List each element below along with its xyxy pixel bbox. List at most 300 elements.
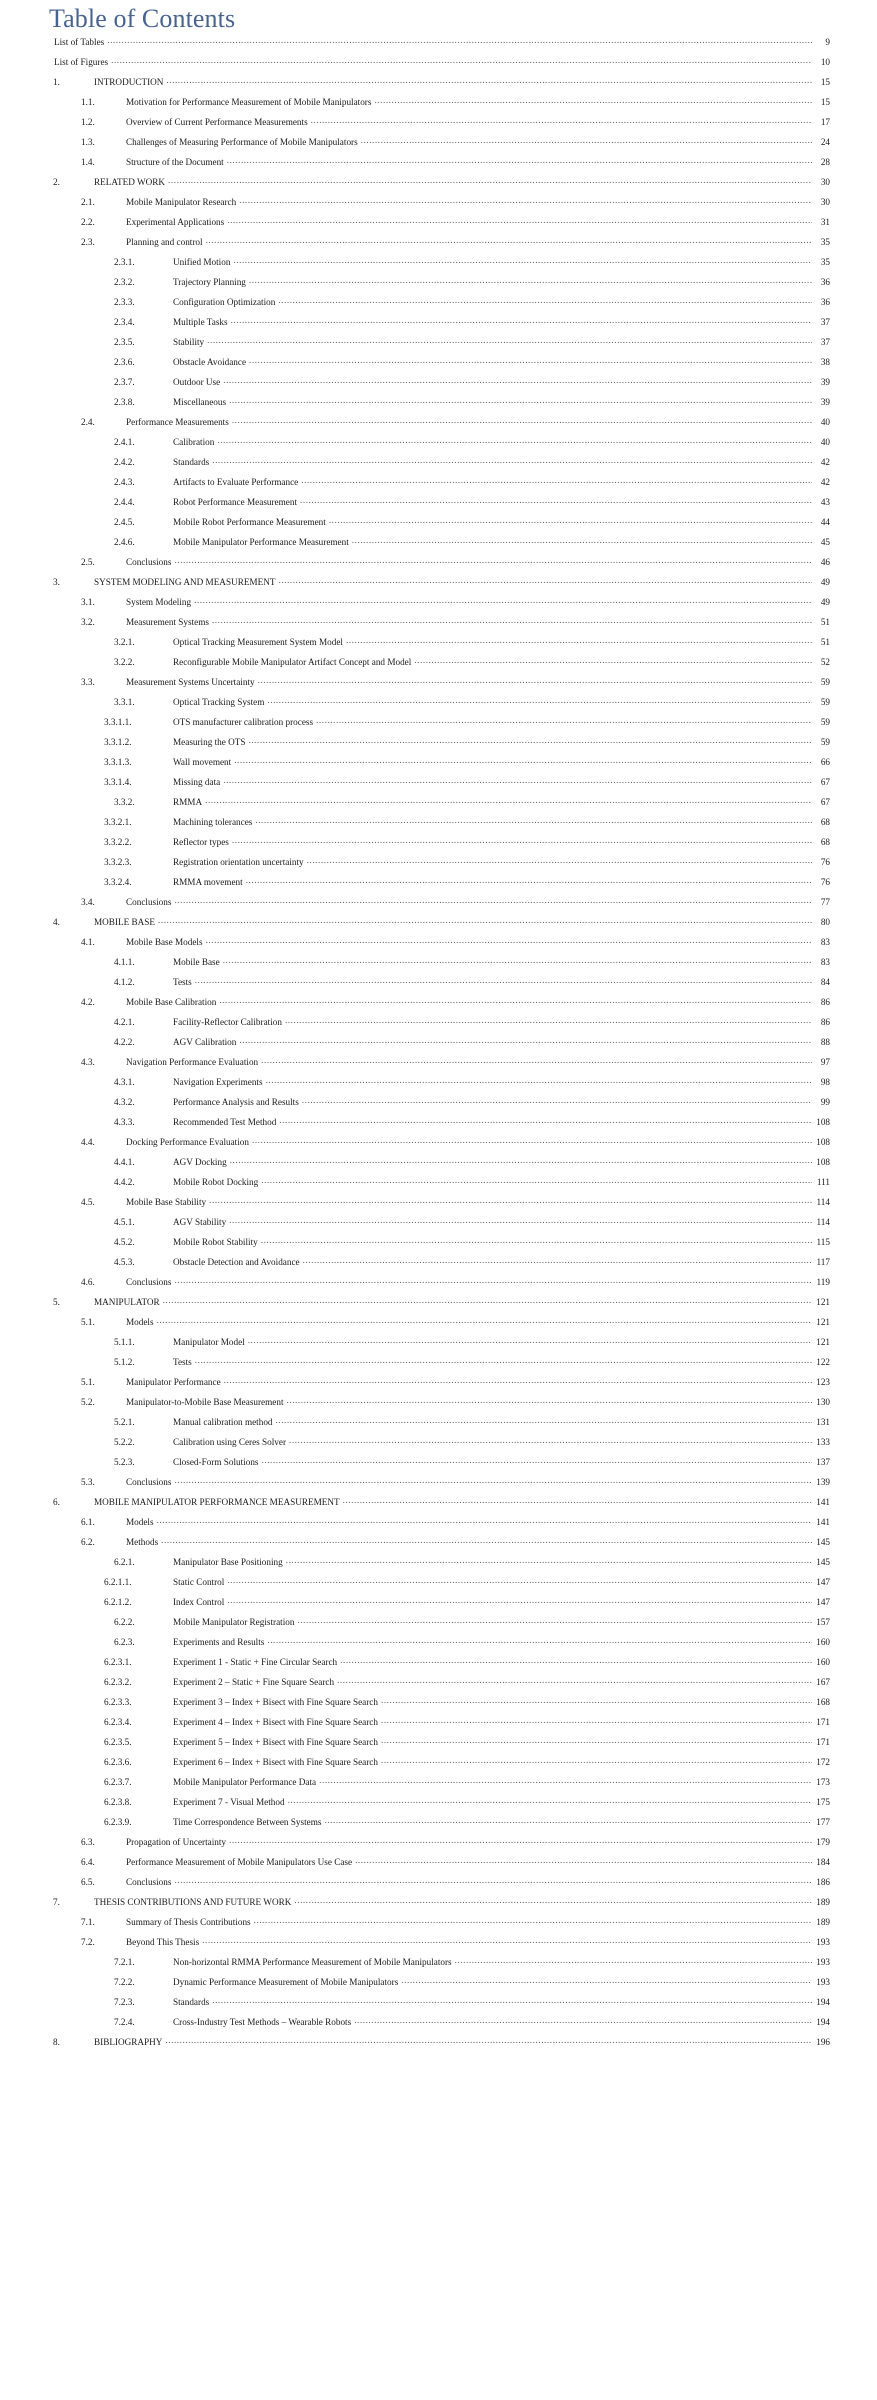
toc-entry-label: MOBILE MANIPULATOR PERFORMANCE MEASUREMENT <box>94 1497 340 1507</box>
toc-entry[interactable] <box>47 1136 830 1156</box>
toc-entry-number: 5.1. <box>81 1317 95 1327</box>
toc-dot-leader <box>276 1416 812 1425</box>
toc-entry[interactable] <box>47 76 830 96</box>
toc-entry-page-number: 88 <box>820 1037 830 1047</box>
toc-entry-number: 2.2. <box>81 217 95 227</box>
toc-entry-label: Index Control <box>173 1597 225 1607</box>
toc-entry-page-number: 175 <box>816 1797 830 1807</box>
toc-entry-page-number: 130 <box>816 1397 830 1407</box>
toc-entry[interactable] <box>47 216 830 236</box>
toc-entry-number: 4. <box>53 917 60 927</box>
toc-entry[interactable] <box>47 1476 830 1496</box>
toc-entry[interactable] <box>47 1356 830 1376</box>
toc-entry[interactable] <box>47 476 830 496</box>
toc-dot-leader <box>174 1476 812 1485</box>
toc-dot-leader <box>227 216 812 225</box>
toc-entry-number: 3.3.2.1. <box>104 817 132 827</box>
toc-entry[interactable] <box>47 1496 830 1516</box>
toc-entry[interactable] <box>47 1096 830 1116</box>
toc-entry-number: 6.2.3.6. <box>104 1757 132 1767</box>
toc-dot-leader <box>374 96 812 105</box>
toc-entry[interactable] <box>47 1636 830 1656</box>
toc-entry[interactable] <box>47 1576 830 1596</box>
toc-entry-label: Manipulator Performance <box>126 1377 221 1387</box>
toc-entry-number: 5.2. <box>81 1397 95 1407</box>
toc-entry-number: 4.3. <box>81 1057 95 1067</box>
toc-entry-label: Navigation Performance Evaluation <box>126 1057 259 1067</box>
toc-entry[interactable] <box>47 176 830 196</box>
toc-entry-number: 2.3.4. <box>114 317 135 327</box>
toc-entry-number: 7. <box>53 1897 60 1907</box>
toc-entry-label: Manipulator-to-Mobile Base Measurement <box>126 1397 284 1407</box>
toc-entry-label: List of Tables <box>54 37 105 47</box>
toc-entry-page-number: 114 <box>816 1197 830 1207</box>
toc-entry[interactable] <box>47 676 830 696</box>
toc-entry[interactable] <box>47 1976 830 1996</box>
toc-entry-page-number: 189 <box>816 1897 830 1907</box>
toc-entry[interactable] <box>47 1616 830 1636</box>
toc-entry[interactable] <box>47 1556 830 1576</box>
toc-dot-leader <box>258 676 812 685</box>
toc-entry[interactable] <box>47 1156 830 1176</box>
toc-entry[interactable] <box>47 396 830 416</box>
toc-dot-leader <box>229 1836 812 1845</box>
toc-entry-page-number: 49 <box>820 597 830 607</box>
toc-entry-label: Multiple Tasks <box>173 317 228 327</box>
toc-dot-leader <box>288 1796 812 1805</box>
toc-dot-leader <box>303 1256 812 1265</box>
toc-entry-label: Performance Measurements <box>126 417 229 427</box>
toc-entry[interactable] <box>47 196 830 216</box>
toc-entry-label: Mobile Manipulator Performance Measurement <box>173 537 349 547</box>
toc-entry[interactable] <box>47 116 830 136</box>
toc-entry[interactable] <box>47 336 830 356</box>
toc-entry[interactable] <box>47 1856 830 1876</box>
toc-entry-label: Recommended Test Method <box>173 1117 277 1127</box>
toc-dot-leader <box>285 1016 812 1025</box>
toc-dot-leader <box>227 156 812 165</box>
toc-entry-number: 7.2.4. <box>114 2017 135 2027</box>
toc-entry[interactable] <box>47 1216 830 1236</box>
toc-entry[interactable] <box>47 816 830 836</box>
toc-entry-label: Static Control <box>173 1577 225 1587</box>
toc-entry[interactable] <box>47 1736 830 1756</box>
toc-entry-number: 6.1. <box>81 1517 95 1527</box>
toc-entry-number: 4.2.1. <box>114 1017 135 1027</box>
toc-entry-number: 6.2.3.7. <box>104 1777 132 1787</box>
toc-entry-page-number: 173 <box>816 1777 830 1787</box>
toc-entry[interactable] <box>47 1276 830 1296</box>
toc-entry-label: Models <box>126 1517 154 1527</box>
toc-entry[interactable] <box>47 976 830 996</box>
toc-entry[interactable] <box>47 1196 830 1216</box>
toc-dot-leader <box>381 1736 812 1745</box>
toc-entry[interactable] <box>47 796 830 816</box>
toc-entry-page-number: 184 <box>816 1857 830 1867</box>
toc-entry-page-number: 66 <box>820 757 830 767</box>
toc-entry[interactable] <box>47 1956 830 1976</box>
toc-dot-leader <box>233 256 812 265</box>
toc-entry[interactable] <box>47 696 830 716</box>
toc-entry-page-number: 160 <box>816 1657 830 1667</box>
toc-entry-label: Challenges of Measuring Performance of Mobile Manipulators <box>126 137 358 147</box>
toc-dot-leader <box>229 396 812 405</box>
toc-entry-number: 6.2.2. <box>114 1617 135 1627</box>
toc-dot-leader <box>195 1356 812 1365</box>
toc-entry-label: Experiment 1 - Static + Fine Circular Search <box>173 1657 338 1667</box>
toc-entry[interactable] <box>47 776 830 796</box>
toc-entry-number: 2.4.6. <box>114 537 135 547</box>
toc-entry[interactable] <box>47 1076 830 1096</box>
toc-entry[interactable] <box>47 1316 830 1336</box>
toc-dot-leader <box>261 1176 812 1185</box>
toc-entry-label: Stability <box>173 337 205 347</box>
toc-entry-page-number: 189 <box>816 1917 830 1927</box>
toc-entry-number: 1. <box>53 77 60 87</box>
toc-entry[interactable] <box>47 1656 830 1676</box>
toc-entry-number: 7.2. <box>81 1937 95 1947</box>
toc-entry[interactable] <box>47 1776 830 1796</box>
toc-entry-number: 5.2.3. <box>114 1457 135 1467</box>
toc-entry-label: Measurement Systems <box>126 617 209 627</box>
toc-entry[interactable] <box>47 1116 830 1136</box>
toc-entry-label: Mobile Manipulator Performance Data <box>173 1777 317 1787</box>
toc-entry-number: 4.2. <box>81 997 95 1007</box>
toc-entry[interactable] <box>47 456 830 476</box>
toc-entry[interactable] <box>47 1716 830 1736</box>
toc-entry[interactable] <box>47 1256 830 1276</box>
toc-entry-page-number: 141 <box>816 1497 830 1507</box>
toc-entry[interactable] <box>47 376 830 396</box>
toc-entry[interactable] <box>47 1536 830 1556</box>
toc-entry-label: Mobile Base Calibration <box>126 997 217 1007</box>
toc-dot-leader <box>278 576 812 585</box>
toc-entry-page-number: 122 <box>816 1357 830 1367</box>
toc-entry-label: Cross-Industry Test Methods – Wearable Robots <box>173 2017 352 2027</box>
toc-entry-page-number: 59 <box>820 697 830 707</box>
toc-entry-page-number: 59 <box>820 737 830 747</box>
toc-entry-page-number: 119 <box>816 1277 830 1287</box>
toc-entry-number: 4.2.2. <box>114 1037 135 1047</box>
toc-entry-number: 3.3. <box>81 677 95 687</box>
toc-dot-leader <box>212 1996 812 2005</box>
toc-entry[interactable] <box>47 136 830 156</box>
toc-entry[interactable] <box>47 1836 830 1856</box>
toc-entry[interactable] <box>47 576 830 596</box>
toc-entry[interactable] <box>47 956 830 976</box>
toc-entry[interactable] <box>47 656 830 676</box>
toc-dot-leader <box>157 1516 812 1525</box>
toc-dot-leader <box>165 2036 812 2045</box>
toc-entry[interactable] <box>47 596 830 616</box>
toc-entry[interactable] <box>47 256 830 276</box>
toc-entry-label: Mobile Manipulator Registration <box>173 1617 295 1627</box>
toc-entry[interactable] <box>47 2016 830 2036</box>
toc-entry-number: 6.2.1.2. <box>104 1597 132 1607</box>
toc-entry-page-number: 35 <box>820 237 830 247</box>
toc-entry-number: 3.2.1. <box>114 637 135 647</box>
toc-entry-page-number: 59 <box>820 677 830 687</box>
toc-entry-label: Experiment 7 - Visual Method <box>173 1797 285 1807</box>
toc-dot-leader <box>381 1696 812 1705</box>
toc-entry[interactable] <box>47 236 830 256</box>
toc-entry-page-number: 97 <box>820 1057 830 1067</box>
toc-dot-leader <box>319 1776 812 1785</box>
toc-dot-leader <box>343 1496 812 1505</box>
toc-entry-number: 4.4.2. <box>114 1177 135 1187</box>
toc-entry[interactable] <box>47 856 830 876</box>
toc-entry-label: Mobile Base Models <box>126 937 203 947</box>
toc-entry-number: 3. <box>53 577 60 587</box>
toc-entry-number: 6.2.3.5. <box>104 1737 132 1747</box>
toc-entry-number: 4.1. <box>81 937 95 947</box>
toc-entry[interactable] <box>47 56 830 76</box>
toc-entry[interactable] <box>47 436 830 456</box>
toc-entry-label: Docking Performance Evaluation <box>126 1137 249 1147</box>
toc-dot-leader <box>355 1856 812 1865</box>
toc-entry-page-number: 147 <box>816 1577 830 1587</box>
toc-dot-leader <box>255 816 812 825</box>
toc-entry-page-number: 39 <box>820 377 830 387</box>
toc-dot-leader <box>279 1116 812 1125</box>
toc-entry[interactable] <box>47 716 830 736</box>
toc-entry-label: Standards <box>173 1997 210 2007</box>
toc-entry-page-number: 52 <box>820 657 830 667</box>
toc-entry[interactable] <box>47 296 830 316</box>
toc-entry[interactable] <box>47 96 830 116</box>
toc-dot-leader <box>311 116 812 125</box>
toc-entry-number: 6.5. <box>81 1877 95 1887</box>
toc-entry[interactable] <box>47 876 830 896</box>
toc-entry-page-number: 108 <box>816 1137 830 1147</box>
toc-entry-number: 3.3.1.2. <box>104 737 132 747</box>
toc-entry-label: Reconfigurable Mobile Manipulator Artifact Concept and Model <box>173 657 412 667</box>
toc-entry[interactable] <box>47 1676 830 1696</box>
toc-entry-label: Dynamic Performance Measurement of Mobile Manipulators <box>173 1977 399 1987</box>
toc-entry[interactable] <box>47 496 830 516</box>
toc-entry[interactable] <box>47 1436 830 1456</box>
toc-entry[interactable] <box>47 1996 830 2016</box>
toc-entry[interactable] <box>47 1936 830 1956</box>
toc-entry-number: 5.3. <box>81 1477 95 1487</box>
toc-entry-number: 6.2.3.9. <box>104 1817 132 1827</box>
toc-dot-leader <box>266 1076 812 1085</box>
toc-entry-number: 4.5.1. <box>114 1217 135 1227</box>
toc-entry-page-number: 121 <box>816 1337 830 1347</box>
toc-entry[interactable] <box>47 896 830 916</box>
toc-dot-leader <box>414 656 812 665</box>
toc-entry-label: Mobile Robot Performance Measurement <box>173 517 326 527</box>
toc-entry-label: Outdoor Use <box>173 377 221 387</box>
toc-entry-label: Conclusions <box>126 897 172 907</box>
toc-entry[interactable] <box>47 616 830 636</box>
toc-entry-page-number: 42 <box>820 477 830 487</box>
toc-entry-label: Manual calibration method <box>173 1417 273 1427</box>
toc-entry[interactable] <box>47 1016 830 1036</box>
toc-entry[interactable] <box>47 1756 830 1776</box>
toc-entry-label: RELATED WORK <box>94 177 166 187</box>
toc-entry-number: 4.3.2. <box>114 1097 135 1107</box>
toc-dot-leader <box>249 356 812 365</box>
toc-entry-label: Experiment 6 – Index + Bisect with Fine Square Search <box>173 1757 378 1767</box>
toc-entry-number: 2.3.6. <box>114 357 135 367</box>
toc-entry[interactable] <box>47 36 830 56</box>
toc-entry-number: 3.3.1.3. <box>104 757 132 767</box>
toc-entry[interactable] <box>47 996 830 1016</box>
toc-entry-number: 3.3.1.4. <box>104 777 132 787</box>
toc-entry-page-number: 145 <box>816 1557 830 1567</box>
toc-entry-page-number: 76 <box>820 877 830 887</box>
toc-entry[interactable] <box>47 1816 830 1836</box>
toc-entry-number: 4.5.2. <box>114 1237 135 1247</box>
toc-entry[interactable] <box>47 1596 830 1616</box>
toc-entry[interactable] <box>47 1876 830 1896</box>
toc-entry[interactable] <box>47 356 830 376</box>
toc-entry-page-number: 171 <box>816 1737 830 1747</box>
toc-entry-page-number: 10 <box>820 57 830 67</box>
toc-entry[interactable] <box>47 916 830 936</box>
toc-entry[interactable] <box>47 416 830 436</box>
toc-entry[interactable] <box>47 1176 830 1196</box>
toc-entry[interactable] <box>47 1236 830 1256</box>
toc-entry-list <box>47 36 830 2056</box>
toc-entry[interactable] <box>47 1796 830 1816</box>
toc-dot-leader <box>361 136 812 145</box>
toc-entry-label: Time Correspondence Between Systems <box>173 1817 322 1827</box>
toc-dot-leader <box>297 1616 812 1625</box>
toc-entry[interactable] <box>47 556 830 576</box>
toc-entry[interactable] <box>47 1516 830 1536</box>
toc-entry-page-number: 59 <box>820 717 830 727</box>
toc-entry-page-number: 44 <box>820 517 830 527</box>
toc-entry-page-number: 68 <box>820 817 830 827</box>
toc-entry-label: Missing data <box>173 777 221 787</box>
toc-entry-page-number: 9 <box>825 37 830 47</box>
toc-dot-leader <box>174 1276 812 1285</box>
toc-entry[interactable] <box>47 636 830 656</box>
toc-dot-leader <box>158 916 812 925</box>
toc-entry[interactable] <box>47 1896 830 1916</box>
toc-entry[interactable] <box>47 276 830 296</box>
toc-entry-label: Wall movement <box>173 757 232 767</box>
toc-entry-number: 8. <box>53 2037 60 2047</box>
toc-entry-label: Experiment 3 – Index + Bisect with Fine Square Search <box>173 1697 378 1707</box>
toc-entry-label: Performance Analysis and Results <box>173 1097 299 1107</box>
toc-dot-leader <box>202 1936 812 1945</box>
toc-entry-label: Performance Measurement of Mobile Manipulators Use Case <box>126 1857 353 1867</box>
toc-entry-number: 7.2.2. <box>114 1977 135 1987</box>
toc-entry-number: 3.3.2. <box>114 797 135 807</box>
toc-dot-leader <box>227 1576 812 1585</box>
toc-entry-number: 1.2. <box>81 117 95 127</box>
toc-dot-leader <box>324 1816 812 1825</box>
toc-entry-number: 4.1.2. <box>114 977 135 987</box>
toc-entry-label: Non-horizontal RMMA Performance Measurement of Mobile Manipulators <box>173 1957 452 1967</box>
toc-entry-label: Motivation for Performance Measurement of Mobile Manipulators <box>126 97 372 107</box>
toc-entry-number: 4.1.1. <box>114 957 135 967</box>
toc-entry-page-number: 111 <box>816 1177 830 1187</box>
toc-dot-leader <box>174 1876 812 1885</box>
toc-entry[interactable] <box>47 1296 830 1316</box>
toc-entry-label: AGV Stability <box>173 1217 227 1227</box>
toc-entry[interactable] <box>47 1336 830 1356</box>
toc-entry-label: Models <box>126 1317 154 1327</box>
toc-entry[interactable] <box>47 936 830 956</box>
toc-dot-leader <box>401 1976 812 1985</box>
toc-entry-page-number: 186 <box>816 1877 830 1887</box>
toc-entry[interactable] <box>47 736 830 756</box>
toc-entry-label: BIBLIOGRAPHY <box>94 2037 163 2047</box>
toc-entry-number: 3.2.2. <box>114 657 135 667</box>
toc-entry[interactable] <box>47 156 830 176</box>
toc-entry[interactable] <box>47 516 830 536</box>
toc-entry-page-number: 121 <box>816 1317 830 1327</box>
toc-dot-leader <box>248 736 812 745</box>
toc-entry[interactable] <box>47 1416 830 1436</box>
toc-dot-leader <box>174 556 812 565</box>
toc-entry-label: THESIS CONTRIBUTIONS AND FUTURE WORK <box>94 1897 292 1907</box>
toc-entry-label: MANIPULATOR <box>94 1297 160 1307</box>
toc-entry[interactable] <box>47 316 830 336</box>
toc-entry-label: Mobile Base <box>173 957 220 967</box>
toc-dot-leader <box>254 1916 812 1925</box>
toc-entry-number: 2.4. <box>81 417 95 427</box>
toc-dot-leader <box>307 856 812 865</box>
toc-dot-leader <box>289 1436 812 1445</box>
toc-dot-leader <box>352 536 812 545</box>
toc-entry-number: 3.3.2.2. <box>104 837 132 847</box>
toc-entry-page-number: 139 <box>816 1477 830 1487</box>
toc-entry-number: 5.1.1. <box>114 1337 135 1347</box>
toc-entry[interactable] <box>47 1396 830 1416</box>
toc-entry[interactable] <box>47 536 830 556</box>
toc-entry-label: RMMA movement <box>173 877 243 887</box>
toc-entry[interactable] <box>47 1916 830 1936</box>
toc-entry-number: 6.2.1.1. <box>104 1577 132 1587</box>
toc-entry-label: System Modeling <box>126 597 192 607</box>
toc-entry[interactable] <box>47 2036 830 2056</box>
toc-entry[interactable] <box>47 1376 830 1396</box>
toc-entry-label: Machining tolerances <box>173 817 253 827</box>
toc-entry-number: 2.3.3. <box>114 297 135 307</box>
toc-entry-number: 2.5. <box>81 557 95 567</box>
toc-dot-leader <box>381 1716 812 1725</box>
toc-dot-leader <box>111 56 812 65</box>
toc-entry[interactable] <box>47 1056 830 1076</box>
toc-entry[interactable] <box>47 836 830 856</box>
toc-entry[interactable] <box>47 1696 830 1716</box>
toc-entry-label: Measurement Systems Uncertainty <box>126 677 255 687</box>
toc-dot-leader <box>219 996 812 1005</box>
toc-entry-number: 3.3.1.1. <box>104 717 132 727</box>
toc-entry-page-number: 30 <box>820 197 830 207</box>
toc-dot-leader <box>267 1636 812 1645</box>
toc-entry-page-number: 40 <box>820 437 830 447</box>
toc-entry-page-number: 131 <box>816 1417 830 1427</box>
toc-entry-label: Experiments and Results <box>173 1637 265 1647</box>
toc-entry-page-number: 108 <box>816 1117 830 1127</box>
toc-entry[interactable] <box>47 1036 830 1056</box>
toc-entry-page-number: 115 <box>816 1237 830 1247</box>
toc-entry-label: MOBILE BASE <box>94 917 155 927</box>
toc-entry[interactable] <box>47 1456 830 1476</box>
toc-entry-label: Tests <box>173 1357 192 1367</box>
toc-entry-label: Measuring the OTS <box>173 737 246 747</box>
toc-dot-leader <box>302 1096 812 1105</box>
toc-entry[interactable] <box>47 756 830 776</box>
toc-entry-page-number: 15 <box>820 77 830 87</box>
toc-entry-label: Optical Tracking System <box>173 697 265 707</box>
